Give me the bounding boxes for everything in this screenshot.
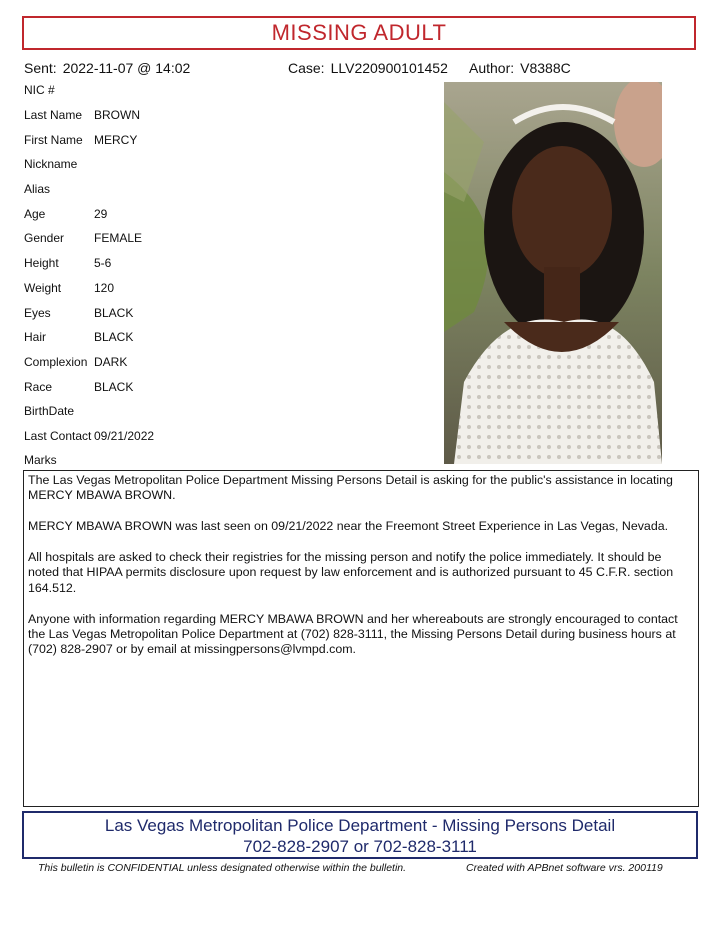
field-label: Hair [24, 330, 47, 344]
contact-phones: 702-828-2907 or 702-828-3111 [243, 837, 477, 856]
narrative-paragraph: All hospitals are asked to check their registries for the missing person and notify the police immediately. It should be noted that HIPAA permits disclosure upon request by law enforcement and is authorized pursuant to 45 C.F.R. section 164.512. [28, 550, 674, 595]
bulletin-title-box [22, 16, 696, 50]
narrative-box [23, 470, 699, 807]
field-value: 120 [94, 281, 115, 295]
field-label: Alias [24, 182, 51, 196]
field-value: DARK [94, 355, 128, 369]
confidential-notice: This bulletin is CONFIDENTIAL unless designated otherwise within the bulletin. [38, 862, 407, 874]
contact-footer [22, 811, 698, 859]
author-info [469, 60, 571, 76]
bulletin-title: MISSING ADULT [271, 20, 447, 45]
field-value: BLACK [94, 380, 134, 394]
sent-value: 2022-11-07 @ 14:02 [62, 60, 191, 76]
field-value: MERCY [94, 133, 138, 147]
field-label: Marks [24, 453, 57, 467]
field-label: Last Contact [24, 429, 92, 443]
field-label: Nickname [24, 157, 78, 171]
field-label: BirthDate [24, 404, 75, 418]
field-label: First Name [24, 133, 83, 147]
case-info [288, 60, 448, 76]
field-label: Last Name [24, 108, 83, 122]
field-label: Gender [24, 231, 65, 245]
field-label: Race [24, 380, 53, 394]
field-label: Height [24, 256, 59, 270]
case-label: Case: [288, 60, 325, 76]
narrative-paragraph: MERCY MBAWA BROWN was last seen on 09/21/2022 near the Freemont Street Experience in Las Vegas, Nevada. [28, 519, 669, 534]
field-label: Weight [24, 281, 62, 295]
case-value: LLV220900101452 [330, 60, 448, 76]
missing-person-photo [444, 82, 662, 464]
field-label: Complexion [24, 355, 88, 369]
software-credit: Created with APBnet software vrs. 200119 [466, 862, 663, 874]
field-value: 09/21/2022 [94, 429, 155, 443]
sent-label: Sent: [24, 60, 57, 76]
author-value: V8388C [520, 60, 571, 76]
field-value: 5-6 [94, 256, 112, 270]
department-name: Las Vegas Metropolitan Police Department - Missing Persons Detail [104, 816, 616, 835]
field-value: BLACK [94, 306, 134, 320]
sent-info [24, 60, 190, 76]
field-label: NIC # [24, 83, 55, 97]
author-label: Author: [469, 60, 515, 76]
field-value: BROWN [94, 108, 140, 122]
field-value: 29 [94, 207, 108, 221]
narrative-paragraph: Anyone with information regarding MERCY MBAWA BROWN and her whereabouts are strongly encouraged to contact the Las Vegas Metropolitan Police Department at (702) 828-3111, the Missing Persons Detail during business hours at (702) 828-2907 or by email at missingpersons@lvmpd.com. [28, 611, 678, 657]
field-value: FEMALE [94, 231, 143, 245]
field-value: BLACK [94, 330, 134, 344]
field-label: Age [24, 207, 46, 221]
field-label: Eyes [24, 306, 51, 320]
narrative-paragraph: The Las Vegas Metropolitan Police Department Missing Persons Detail is asking for the public's assistance in locating MERCY MBAWA BROWN. [28, 473, 673, 503]
